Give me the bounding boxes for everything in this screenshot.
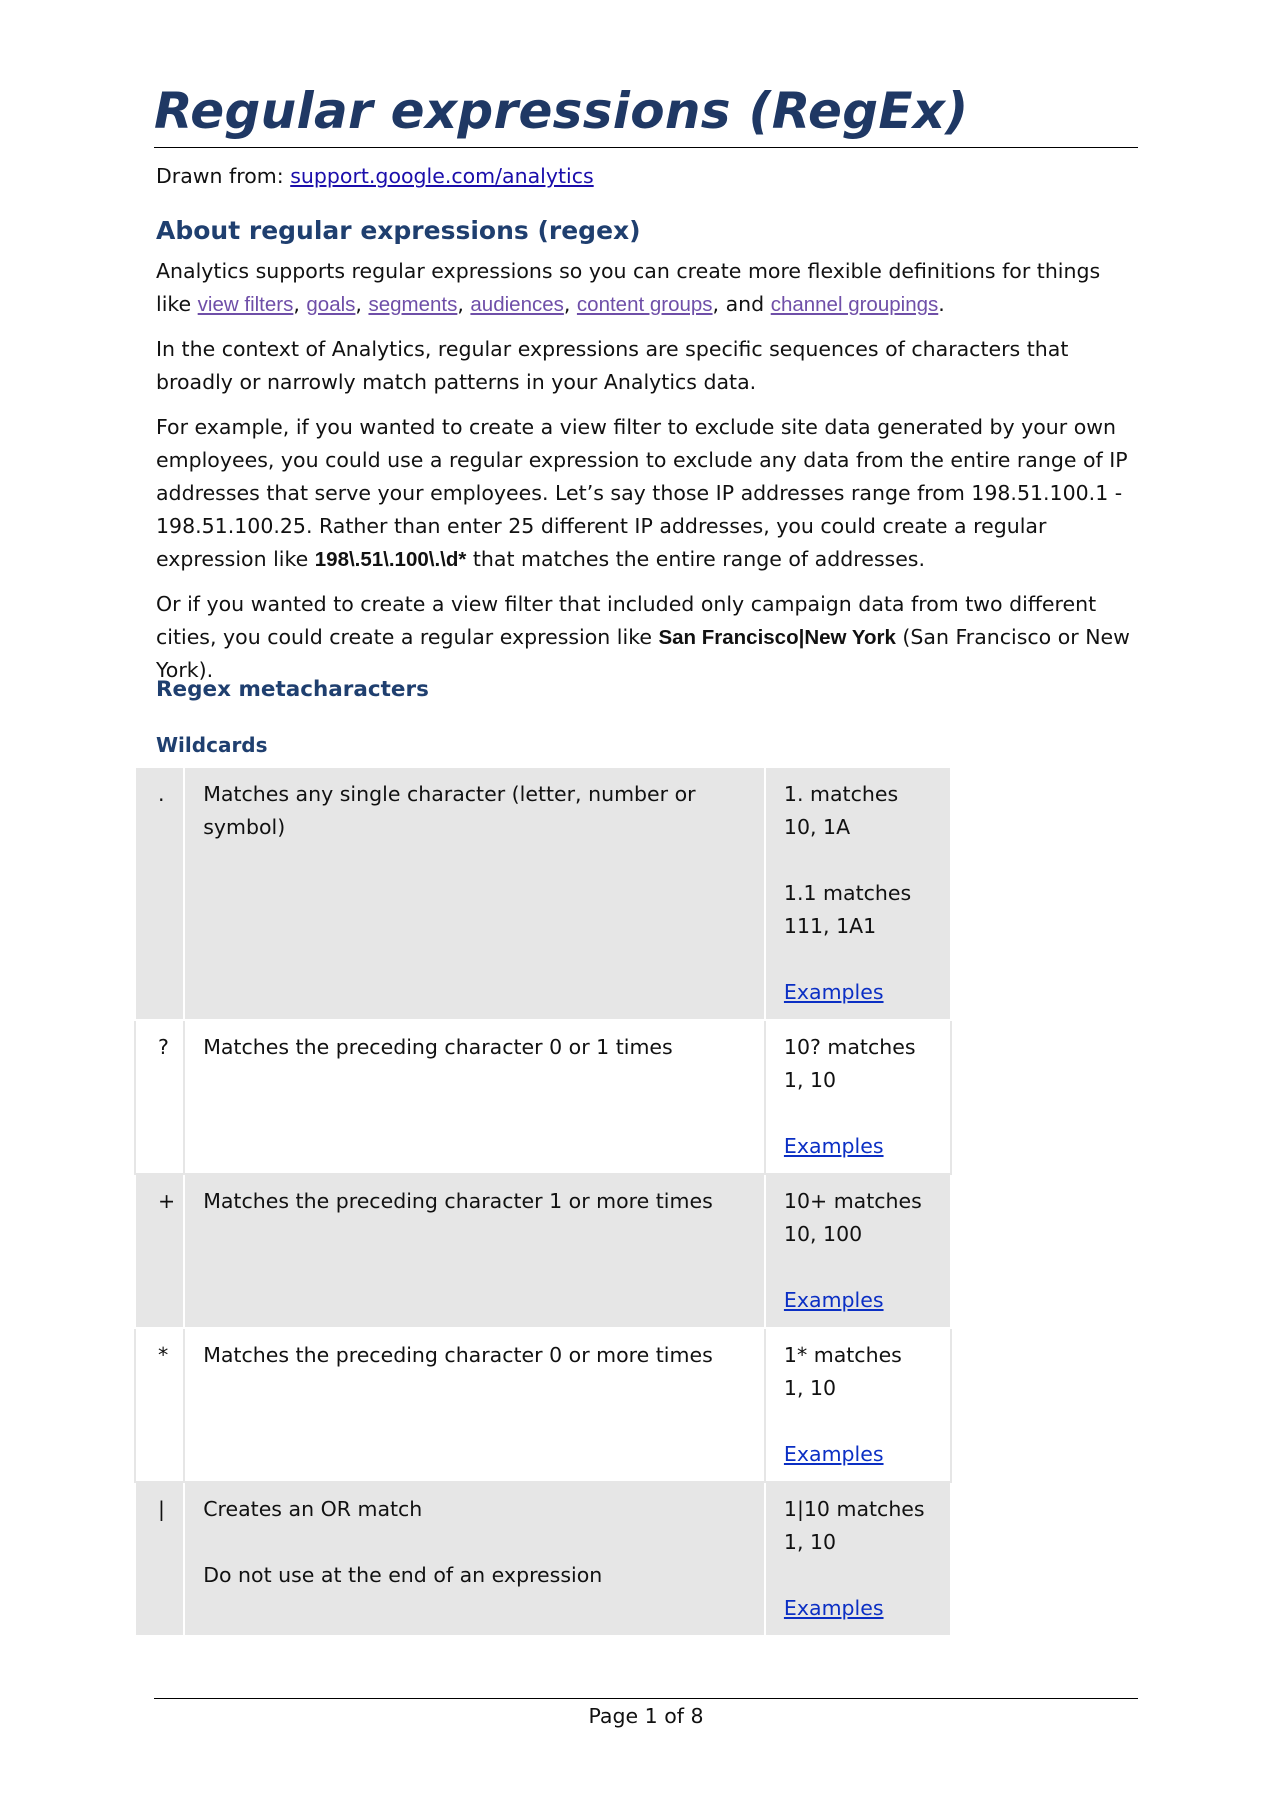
examples-link[interactable]: Examples — [783, 1596, 884, 1620]
metachar-symbol: . — [135, 767, 184, 1020]
metachar-symbol: ? — [135, 1020, 184, 1174]
paragraph-ip-example — [156, 411, 1140, 576]
metachar-symbol: * — [135, 1328, 184, 1482]
spacer — [784, 844, 932, 877]
section-heading-wildcards: Wildcards — [156, 733, 268, 757]
example-matches: 111, 1A1 — [783, 914, 877, 938]
description-text: Creates an OR match — [203, 1497, 423, 1521]
metachar-symbol: | — [135, 1482, 184, 1636]
paragraph-city-example — [156, 588, 1140, 687]
section-heading-metacharacters: Regex metacharacters — [156, 677, 429, 702]
description-text: Matches any single character (letter, number or symbol) — [203, 782, 696, 839]
source-label: Drawn from: — [156, 164, 284, 188]
example-matches: 1, 10 — [783, 1376, 837, 1400]
source-link[interactable]: support.google.com/analytics — [290, 164, 594, 188]
example-matches: 1, 10 — [783, 1068, 837, 1092]
example-matches: 10, 100 — [783, 1222, 863, 1246]
metachar-symbol: + — [135, 1174, 184, 1328]
spacer — [784, 943, 932, 976]
paragraph-context: In the context of Analytics, regular expressions are specific sequences of characters that broadly or narrowly match patterns in your Analytics data. — [156, 337, 1069, 394]
ip-example-text: For example, if you wanted to create a view filter to exclude site data generated by your own employees, you could use a regular expression to exclude any data from the entire range of IP addresses that serve your employees. Let’s say those IP addresses range from 198.51.100.1 - 198.51.100.25. Rather than enter 25 different IP addresses, you could create a regular expression like — [156, 415, 1128, 571]
spacer — [784, 1405, 932, 1438]
link-goals[interactable]: goals — [306, 293, 356, 316]
ip-example-after: that matches the entire range of addresses. — [466, 547, 926, 571]
example-pattern: 10? matches — [783, 1035, 916, 1059]
example-pattern: 10+ matches — [783, 1189, 922, 1213]
paragraph-intro: Analytics supports regular expressions so you can create more flexible definitions for things like view filters, goals, segments, audiences, content groups, and channel groupings. — [156, 259, 1101, 316]
link-segments[interactable]: segments — [368, 293, 458, 316]
metachar-description — [184, 1328, 765, 1482]
footer-divider — [154, 1698, 1138, 1699]
examples-link[interactable]: Examples — [783, 1442, 884, 1466]
metachar-description — [184, 1020, 765, 1174]
example-pattern: 1.1 matches — [783, 881, 912, 905]
page-title: Regular expressions (RegEx) — [154, 82, 969, 140]
spacer — [784, 1097, 932, 1130]
description-text: Matches the preceding character 0 or more times — [203, 1343, 713, 1367]
example-pattern: 1|10 matches — [783, 1497, 925, 1521]
city-regex-code: San Francisco|New York — [658, 626, 896, 649]
spacer — [784, 1559, 932, 1592]
metachar-examples — [765, 1328, 951, 1482]
metachar-description — [184, 767, 765, 1020]
link-content-groups[interactable]: content groups — [576, 293, 713, 316]
table-row — [135, 1328, 951, 1482]
document-page — [154, 0, 1138, 1811]
city-example-text: Or if you wanted to create a view filter that included only campaign data from two different cities, you could create a regular expression like — [156, 592, 1097, 649]
ip-regex-code: 198\.51\.100\.\d* — [314, 548, 467, 571]
title-divider — [154, 147, 1138, 148]
metachar-description — [184, 1482, 765, 1636]
spacer — [784, 1251, 932, 1284]
link-audiences[interactable]: audiences — [470, 293, 564, 316]
link-channel-groupings[interactable]: channel groupings — [770, 293, 939, 316]
intro-text: Analytics supports regular expressions so you can create more flexible definitions for things like — [156, 259, 1101, 316]
table-row — [135, 1482, 951, 1636]
metachar-examples — [765, 1482, 951, 1636]
example-matches: 10, 1A — [783, 815, 851, 839]
city-example-after: (San Francisco or New York). — [156, 625, 1130, 682]
metachar-description — [184, 1174, 765, 1328]
example-pattern: 1* matches — [783, 1343, 902, 1367]
description-text: Matches the preceding character 1 or more times — [203, 1189, 713, 1213]
page-number: Page 1 of 8 — [588, 1704, 704, 1728]
source-line — [156, 160, 594, 193]
metachar-examples — [765, 1020, 951, 1174]
examples-link[interactable]: Examples — [783, 1134, 884, 1158]
description-note: Do not use at the end of an expression — [203, 1563, 603, 1587]
wildcards-table — [134, 766, 952, 1637]
example-matches: 1, 10 — [783, 1530, 837, 1554]
table-row — [135, 1020, 951, 1174]
intro-end: . — [938, 292, 945, 316]
spacer — [203, 1526, 746, 1559]
intro-and: and — [725, 292, 765, 316]
section-heading-about: About regular expressions (regex) — [156, 216, 641, 245]
examples-link[interactable]: Examples — [783, 980, 884, 1004]
description-text: Matches the preceding character 0 or 1 times — [203, 1035, 673, 1059]
examples-link[interactable]: Examples — [783, 1288, 884, 1312]
table-row — [135, 1174, 951, 1328]
table-row — [135, 767, 951, 1020]
example-pattern: 1. matches — [783, 782, 899, 806]
metachar-examples — [765, 767, 951, 1020]
metachar-examples — [765, 1174, 951, 1328]
link-view-filters[interactable]: view filters — [197, 293, 294, 316]
